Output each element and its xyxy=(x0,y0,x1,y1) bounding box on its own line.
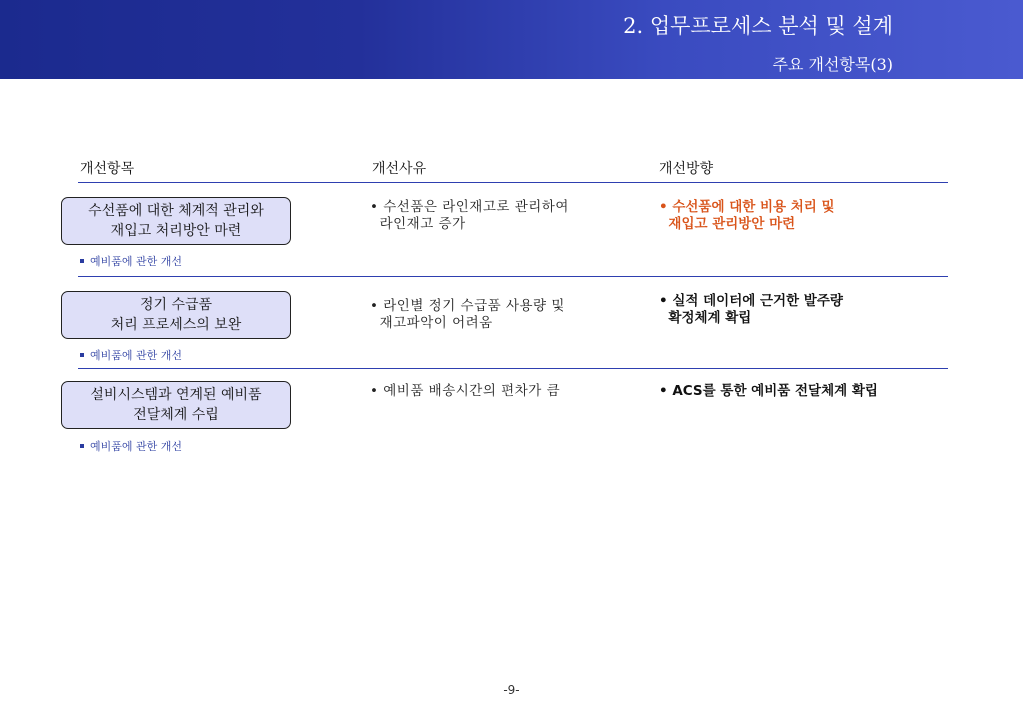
row-divider xyxy=(78,368,948,369)
header-banner xyxy=(0,0,1023,79)
improvement-direction: • 실적 데이터에 근거한 발주량 확정체계 확립 xyxy=(659,293,843,326)
improvement-item-box: 수선품에 대한 체계적 관리와 재입고 처리방안 마련 xyxy=(61,197,291,245)
column-header-item: 개선항목 xyxy=(80,161,135,177)
column-header-reason: 개선사유 xyxy=(372,161,427,177)
item-note xyxy=(78,438,182,454)
column-header-direction: 개선방향 xyxy=(659,161,714,177)
improvement-direction: • 수선품에 대한 비용 처리 및 재입고 관리방안 마련 xyxy=(659,199,835,232)
improvement-reason: • 수선품은 라인재고로 관리하여 라인재고 증가 xyxy=(370,199,569,232)
square-bullet-icon xyxy=(80,259,84,263)
item-note-text: 예비품에 관한 개선 xyxy=(90,255,183,268)
square-bullet-icon xyxy=(80,444,84,448)
section-subtitle: 주요 개선항목(3) xyxy=(772,55,893,74)
row-divider xyxy=(78,276,948,277)
square-bullet-icon xyxy=(80,353,84,357)
improvement-reason: • 라인별 정기 수급품 사용량 및 재고파악이 어려움 xyxy=(370,298,565,331)
improvement-reason: • 예비품 배송시간의 편차가 큼 xyxy=(370,383,561,399)
header-divider xyxy=(78,182,948,183)
improvement-direction: • ACS를 통한 예비품 전달체계 확립 xyxy=(659,383,878,399)
item-note-text: 예비품에 관한 개선 xyxy=(90,349,183,362)
item-note xyxy=(78,347,182,363)
page-number: -9- xyxy=(503,683,520,697)
item-note xyxy=(78,253,182,269)
section-title: 2. 업무프로세스 분석 및 설계 xyxy=(623,14,893,38)
item-note-text: 예비품에 관한 개선 xyxy=(90,440,183,453)
improvement-item-box: 정기 수급품 처리 프로세스의 보완 xyxy=(61,291,291,339)
improvement-item-box: 설비시스템과 연계된 예비품 전달체계 수립 xyxy=(61,381,291,429)
